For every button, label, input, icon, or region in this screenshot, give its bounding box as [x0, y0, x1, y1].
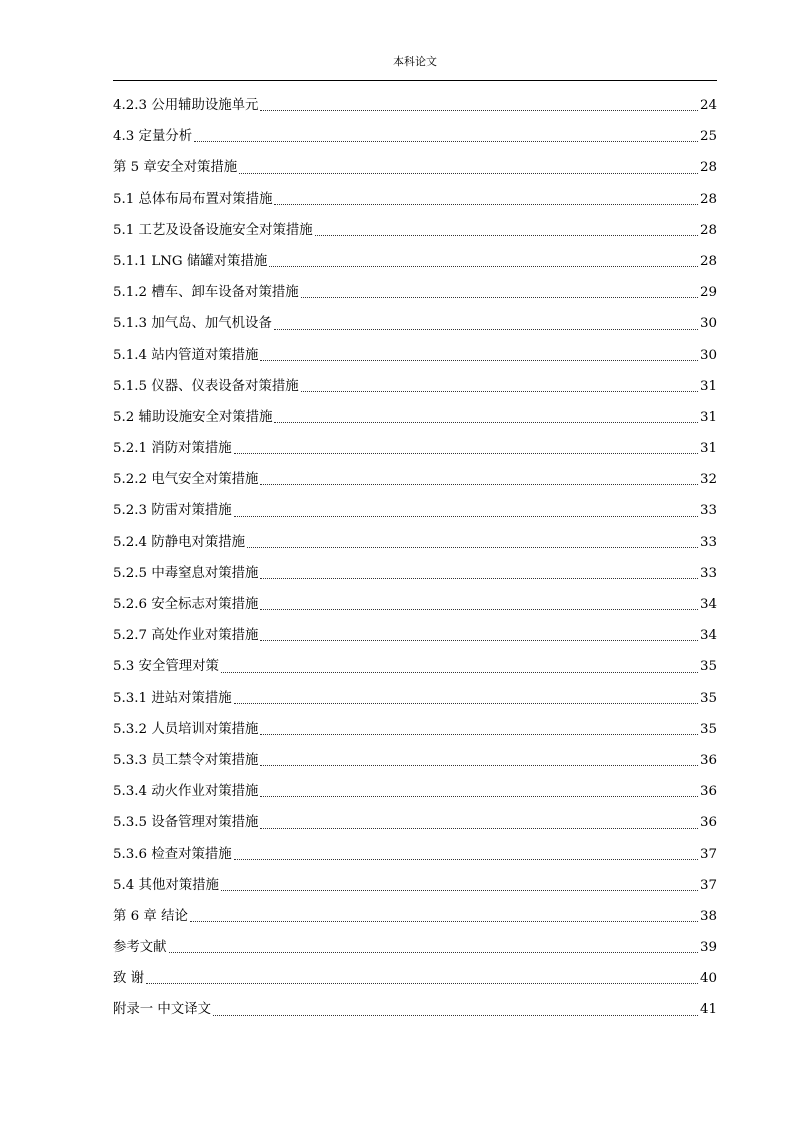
toc-entry-page-number: 28	[699, 191, 717, 207]
toc-entry-title: 第 6 章 结论	[113, 908, 188, 924]
toc-entry-page-number: 30	[699, 316, 717, 332]
toc-entry-title: 5.1.2 槽车、卸车设备对策措施	[113, 285, 299, 301]
toc-entry[interactable]	[113, 466, 717, 497]
toc-entry[interactable]	[113, 186, 717, 217]
toc-dot-leader	[260, 110, 698, 111]
toc-entry[interactable]	[113, 965, 717, 996]
toc-dot-leader	[315, 235, 698, 236]
toc-entry-page-number: 35	[699, 690, 717, 706]
toc-entry[interactable]	[113, 716, 717, 747]
toc-entry-page-number: 29	[699, 285, 717, 301]
toc-entry-title: 第 5 章安全对策措施	[113, 160, 238, 176]
toc-entry-title: 5.1.4 站内管道对策措施	[113, 347, 259, 363]
toc-dot-leader	[301, 297, 698, 298]
toc-entry[interactable]	[113, 872, 717, 903]
toc-dot-leader	[221, 672, 698, 673]
toc-entry-page-number: 32	[699, 472, 717, 488]
toc-entry-title: 4.2.3 公用辅助设施单元	[113, 98, 259, 113]
toc-entry-title: 5.2.4 防静电对策措施	[113, 534, 246, 550]
toc-entry-page-number: 39	[699, 940, 717, 956]
toc-entry-page-number: 33	[699, 503, 717, 519]
toc-entry-title: 5.1.5 仪器、仪表设备对策措施	[113, 378, 299, 394]
toc-entry-page-number: 33	[699, 534, 717, 550]
toc-entry-page-number: 35	[699, 721, 717, 737]
toc-entry-page-number: 28	[699, 222, 717, 238]
toc-dot-leader	[260, 360, 698, 361]
toc-entry-page-number: 38	[699, 908, 717, 924]
toc-dot-leader	[221, 890, 698, 891]
toc-entry-title: 致 谢	[113, 971, 145, 987]
toc-dot-leader	[269, 266, 698, 267]
toc-entry[interactable]	[113, 591, 717, 622]
toc-entry[interactable]	[113, 154, 717, 185]
toc-dot-leader	[234, 703, 698, 704]
toc-dot-leader	[260, 765, 698, 766]
toc-entry-title: 5.1 总体布局布置对策措施	[113, 191, 273, 207]
toc-entry-page-number: 30	[699, 347, 717, 363]
toc-entry-page-number: 35	[699, 659, 717, 675]
toc-dot-leader	[234, 453, 698, 454]
toc-entry-page-number: 34	[699, 628, 717, 644]
toc-entry-title: 5.2.2 电气安全对策措施	[113, 472, 259, 488]
toc-entry-title: 5.3.4 动火作业对策措施	[113, 784, 259, 800]
toc-entry-title: 5.1 工艺及设备设施安全对策措施	[113, 222, 313, 238]
toc-dot-leader	[301, 391, 698, 392]
toc-entry-title: 4.3 定量分析	[113, 129, 193, 145]
toc-entry[interactable]	[113, 747, 717, 778]
toc-entry-title: 5.1.3 加气岛、加气机设备	[113, 316, 272, 332]
toc-dot-leader	[260, 640, 698, 641]
toc-entry-page-number: 41	[699, 1002, 717, 1018]
header-rule	[113, 80, 717, 81]
toc-entry-title: 5.3.5 设备管理对策措施	[113, 815, 259, 831]
toc-entry[interactable]	[113, 342, 717, 373]
toc-dot-leader	[274, 329, 698, 330]
toc-entry[interactable]	[113, 778, 717, 809]
toc-entry[interactable]	[113, 404, 717, 435]
toc-entry[interactable]	[113, 841, 717, 872]
toc-entry-title: 5.3.2 人员培训对策措施	[113, 721, 259, 737]
toc-entry-page-number: 31	[699, 409, 717, 425]
toc-entry-title: 5.2.6 安全标志对策措施	[113, 597, 259, 612]
toc-entry[interactable]	[113, 373, 717, 404]
toc-dot-leader	[190, 921, 698, 922]
toc-entry-title: 5.1.1 LNG 储罐对策措施	[113, 253, 268, 269]
toc-entry[interactable]	[113, 809, 717, 840]
toc-entry-page-number: 34	[699, 597, 717, 612]
toc-entry-title: 5.3.6 检查对策措施	[113, 846, 232, 862]
toc-entry[interactable]	[113, 996, 717, 1027]
toc-dot-leader	[274, 422, 697, 423]
toc-entry-title: 5.2 辅助设施安全对策措施	[113, 409, 273, 425]
toc-entry-page-number: 36	[699, 784, 717, 800]
toc-entry-page-number: 36	[699, 815, 717, 831]
toc-entry-title: 5.2.7 高处作业对策措施	[113, 628, 259, 644]
toc-entry-page-number: 31	[699, 441, 717, 457]
toc-entry-page-number: 28	[699, 160, 717, 176]
toc-entry[interactable]	[113, 622, 717, 653]
page-header: 本科论文	[393, 55, 437, 68]
toc-dot-leader	[260, 578, 698, 579]
toc-entry[interactable]	[113, 497, 717, 528]
toc-entry[interactable]	[113, 435, 717, 466]
toc-dot-leader	[274, 204, 697, 205]
toc-entry[interactable]	[113, 529, 717, 560]
toc-dot-leader	[260, 734, 698, 735]
toc-entry-title: 5.3 安全管理对策	[113, 659, 219, 675]
toc-dot-leader	[260, 609, 698, 610]
toc-entry-title: 5.3.1 进站对策措施	[113, 690, 232, 706]
toc-dot-leader	[213, 1015, 698, 1016]
toc-dot-leader	[146, 983, 698, 984]
toc-dot-leader	[234, 516, 698, 517]
toc-entry[interactable]	[113, 653, 717, 684]
toc-entry[interactable]	[113, 934, 717, 965]
toc-entry[interactable]	[113, 279, 717, 310]
toc-entry-title: 5.2.3 防雷对策措施	[113, 503, 232, 519]
toc-entry-page-number: 37	[699, 877, 717, 893]
toc-entry[interactable]	[113, 123, 717, 154]
toc-dot-leader	[234, 859, 698, 860]
toc-dot-leader	[247, 547, 698, 548]
toc-entry[interactable]	[113, 92, 717, 123]
toc-dot-leader	[169, 952, 698, 953]
toc-entry-title: 5.4 其他对策措施	[113, 877, 219, 893]
toc-entry-title: 附录一 中文译文	[113, 1002, 211, 1018]
toc-entry-page-number: 37	[699, 846, 717, 862]
toc-entry[interactable]	[113, 248, 717, 279]
toc-entry-title: 5.2.1 消防对策措施	[113, 441, 232, 457]
toc-entry-page-number: 31	[699, 378, 717, 394]
toc-entry[interactable]	[113, 903, 717, 934]
toc-entry-title: 5.3.3 员工禁令对策措施	[113, 752, 259, 768]
toc-entry[interactable]	[113, 685, 717, 716]
toc-entry-page-number: 33	[699, 565, 717, 581]
toc-dot-leader	[239, 173, 698, 174]
toc-entry-title: 5.2.5 中毒窒息对策措施	[113, 565, 259, 581]
toc-dot-leader	[194, 141, 698, 142]
toc-entry[interactable]	[113, 310, 717, 341]
toc-dot-leader	[260, 484, 698, 485]
toc-entry[interactable]	[113, 217, 717, 248]
toc-entry-page-number: 25	[699, 129, 717, 145]
toc-dot-leader	[260, 796, 698, 797]
toc-entry-page-number: 40	[699, 971, 717, 987]
toc-dot-leader	[260, 828, 698, 829]
toc-entry-page-number: 36	[699, 752, 717, 768]
toc-entry-title: 参考文献	[113, 940, 167, 956]
toc-entry-page-number: 28	[699, 253, 717, 269]
table-of-contents	[113, 92, 717, 1028]
toc-entry-page-number: 24	[699, 98, 717, 113]
toc-entry[interactable]	[113, 560, 717, 591]
